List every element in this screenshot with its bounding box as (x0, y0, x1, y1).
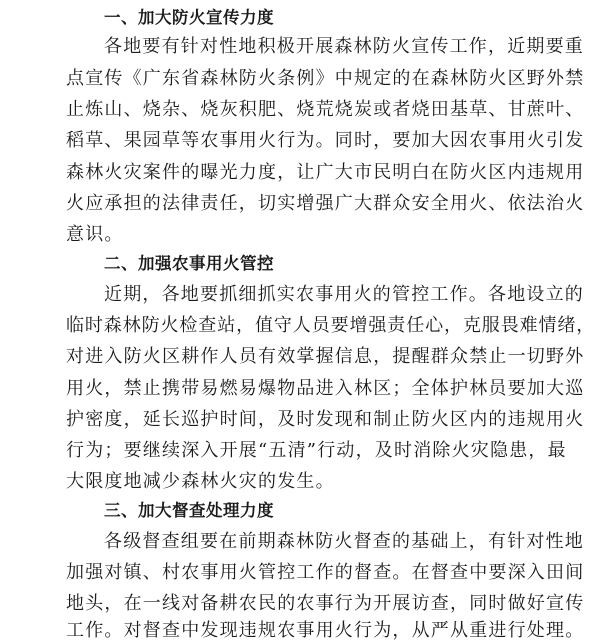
section-1-line-3: 止炼山、烧杂、烧灰积肥、烧荒烧炭或者烧田基草、甘蔗叶、 (66, 99, 585, 120)
section-3-line-1: 各级督查组要在前期森林防火督查的基础上，有针对性地 (104, 531, 584, 552)
section-1-line-7: 意识。 (66, 224, 124, 245)
section-1-line-2: 点宣传《广东省森林防火条例》中规定的在森林防火区野外禁 (66, 68, 585, 89)
section-2-line-5: 护密度，延长巡护时间，及时发现和制止防火区内的违规用火 (66, 409, 585, 430)
section-1-line-6: 火应承担的法律责任，切实增强广大群众安全用火、依法治火 (66, 193, 585, 214)
section-2-line-6: 行为；要继续深入开展“五清”行动，及时消除火灾隐患，最 (66, 440, 567, 461)
section-2-line-7: 大限度地减少森林火灾的发生。 (66, 471, 335, 492)
section-3-line-4: 工作。对督查中发现违规农事用火行为，从严从重进行处理。 (66, 620, 585, 641)
section-3-line-3: 地头，在一线对备耕农民的农事行为开展访查，同时做好宣传 (66, 593, 585, 614)
section-3-heading: 三、加大督查处理力度 (104, 501, 274, 520)
section-3-line-2: 加强对镇、村农事用火管控工作的督查。在督查中要深入田间 (66, 562, 585, 583)
section-1-line-1: 各地要有针对性地积极开展森林防火宣传工作，近期要重 (104, 36, 584, 57)
section-2-line-1: 近期，各地要抓细抓实农事用火的管控工作。各地设立的 (104, 284, 584, 305)
section-2-line-2: 临时森林防火检查站，值守人员要增强责任心，克服畏难情绪， (66, 315, 596, 336)
section-2-heading: 二、加强农事用火管控 (104, 254, 274, 273)
section-1-line-4: 稻草、果园草等农事用火行为。同时，要加大因农事用火引发 (66, 130, 585, 151)
section-2-line-3: 对进入防火区耕作人员有效掌握信息，提醒群众禁止一切野外 (66, 346, 585, 367)
section-1-line-5: 森林火灾案件的曝光力度，让广大市民明白在防火区内违规用 (66, 162, 585, 183)
section-2-line-4: 用火，禁止携带易燃易爆物品进入林区；全体护林员要加大巡 (66, 378, 585, 399)
section-1-heading: 一、加大防火宣传力度 (104, 8, 274, 27)
